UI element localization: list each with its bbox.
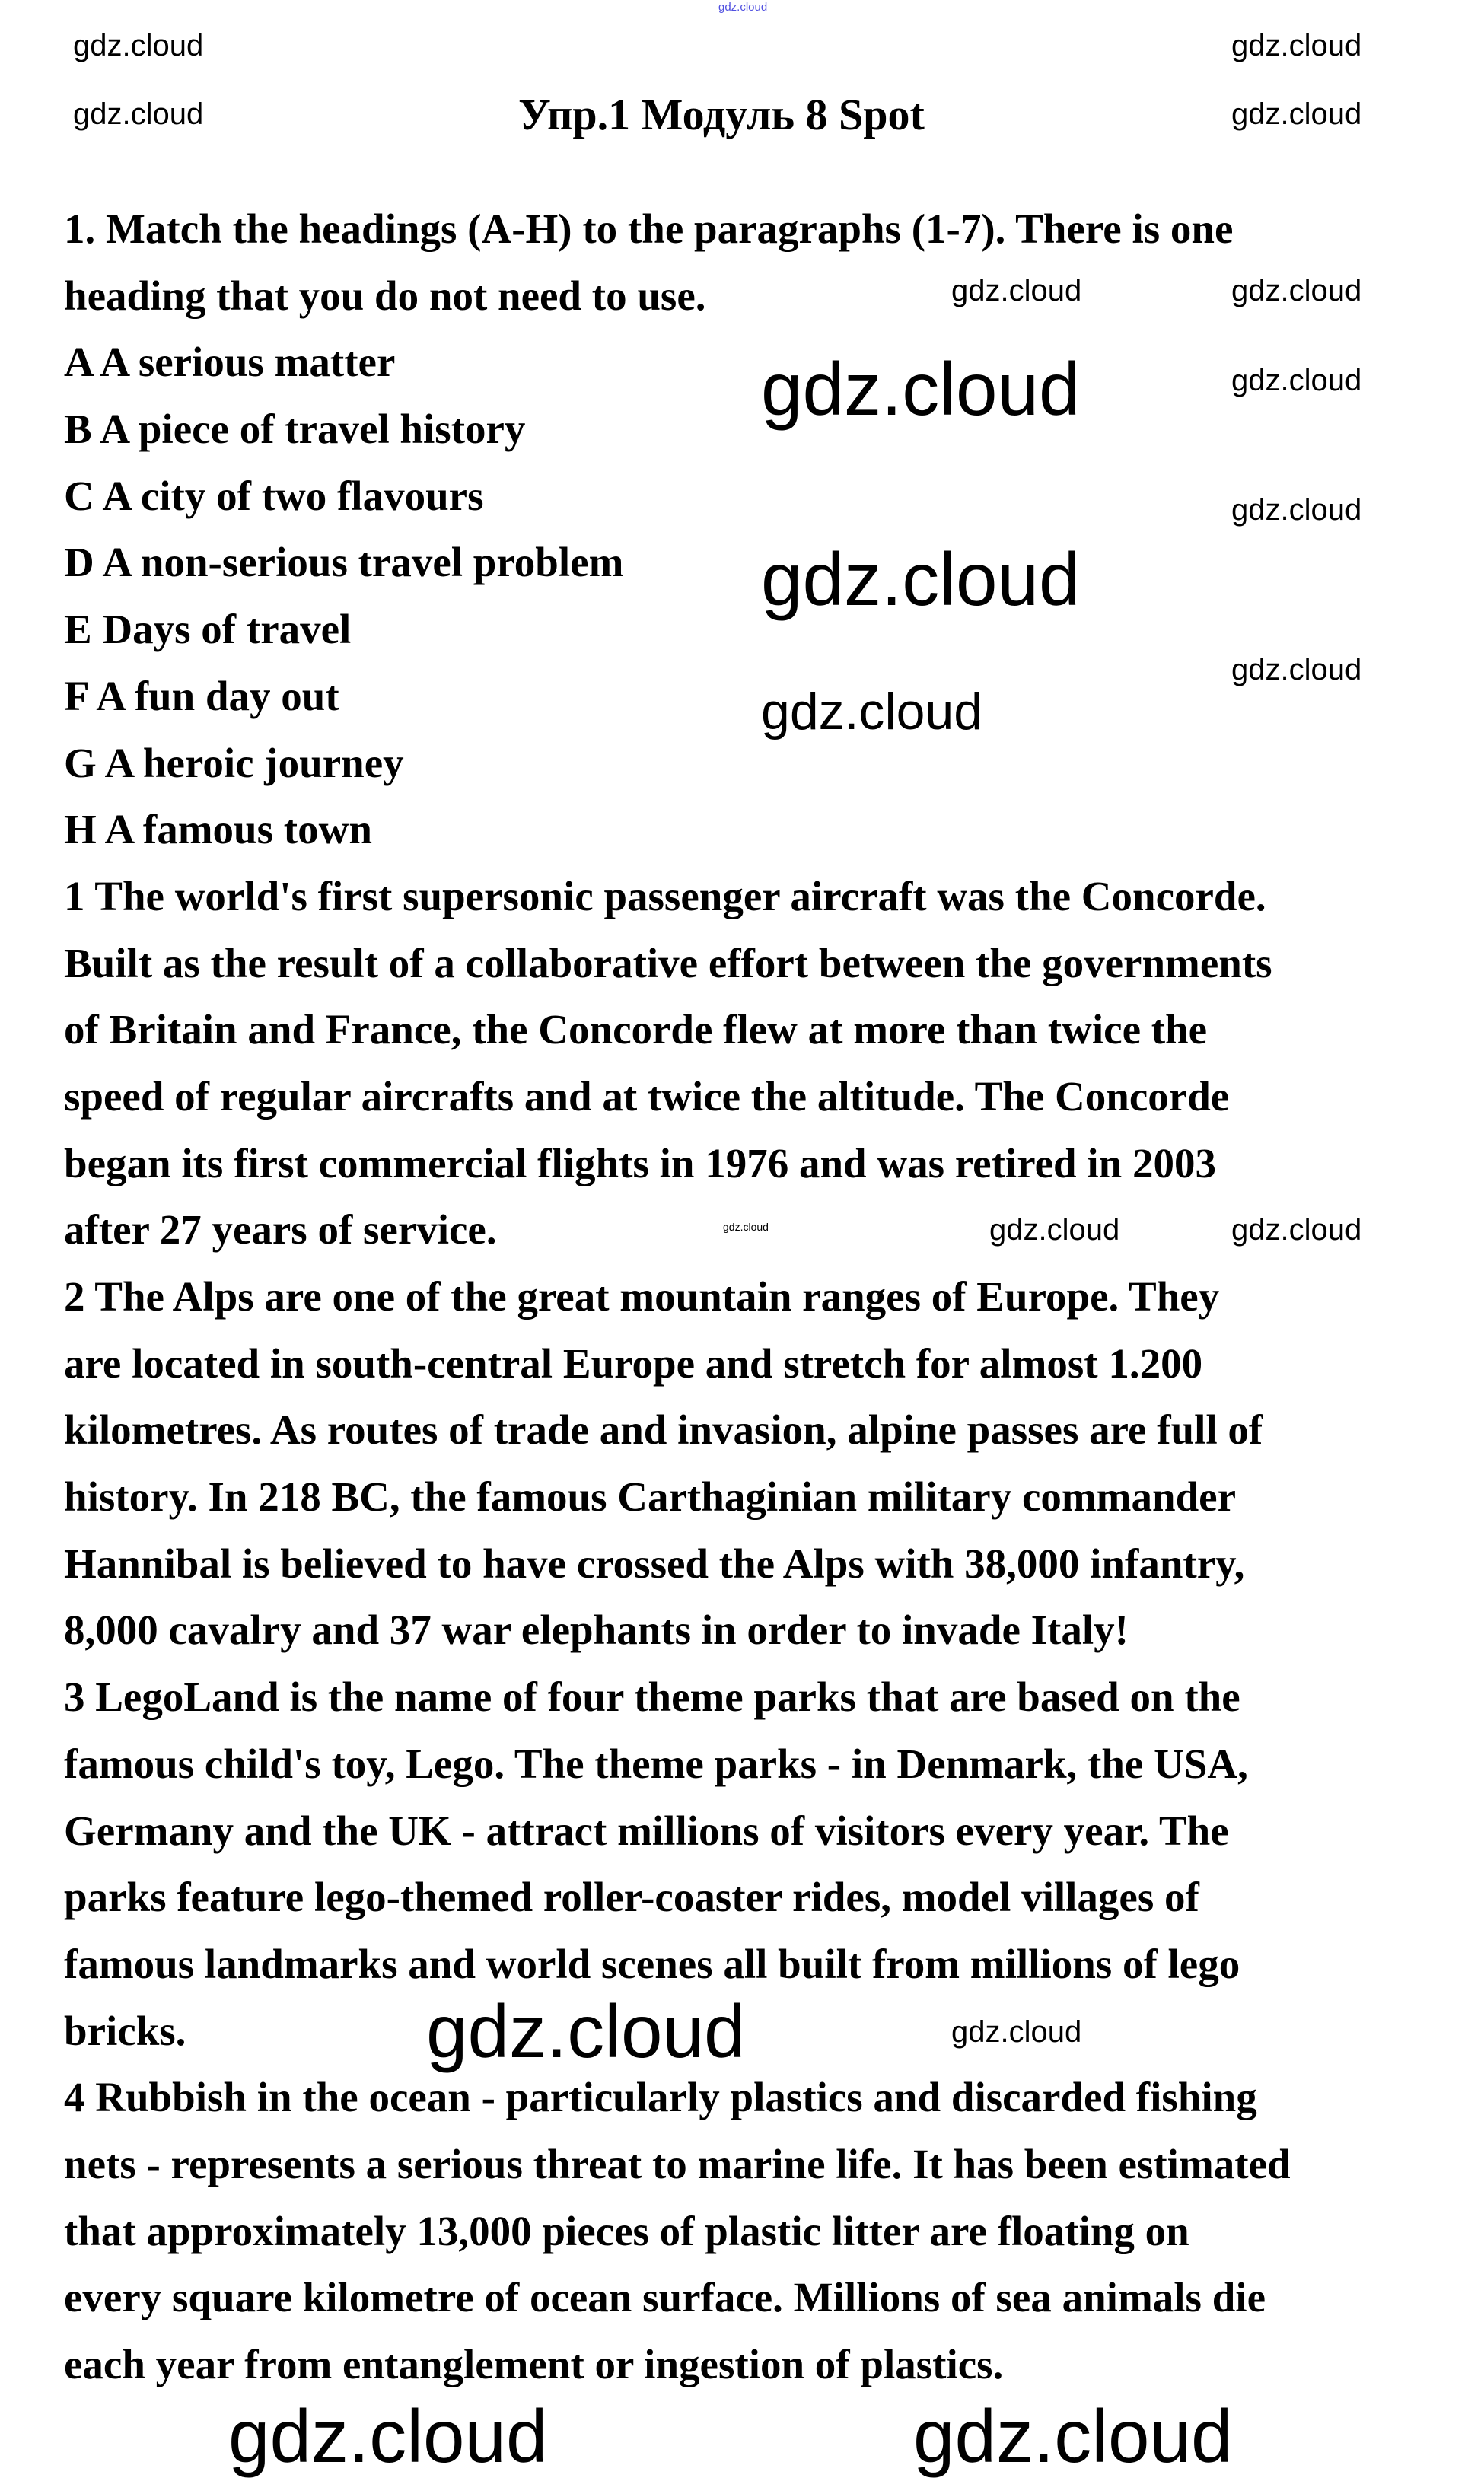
watermark: gdz.cloud [1231, 97, 1362, 131]
watermark: gdz.cloud [1231, 493, 1362, 527]
watermark: gdz.cloud [73, 29, 204, 62]
watermark: gdz.cloud [1231, 364, 1362, 397]
watermark: gdz.cloud [73, 97, 204, 131]
text-line: Built as the result of a collaborative effort between the governments [64, 939, 1272, 986]
text-line: after 27 years of service. [64, 1206, 497, 1253]
watermark: gdz.cloud [1231, 274, 1362, 307]
text-line: 8,000 cavalry and 37 war elephants in order to invade Italy! [64, 1607, 1129, 1654]
text-line: famous landmarks and world scenes all built from millions of lego [64, 1940, 1240, 1987]
text-line: A A serious matter [64, 339, 396, 386]
text-line: D A non-serious travel problem [64, 539, 624, 586]
watermark: gdz.cloud [1231, 1213, 1362, 1247]
text-line: 4 Rubbish in the ocean - particularly plastics and discarded fishing [64, 2074, 1257, 2121]
text-line: 3 LegoLand is the name of four theme parks that are based on the [64, 1674, 1240, 1721]
page-title: Упр.1 Модуль 8 Spot [518, 90, 925, 139]
text-line: are located in south-central Europe and stretch for almost 1.200 [64, 1339, 1203, 1387]
text-line: famous child's toy, Lego. The theme parks - in Denmark, the USA, [64, 1740, 1248, 1787]
text-line: C A city of two flavours [64, 472, 484, 519]
text-line: heading that you do not need to use. [64, 272, 706, 319]
text-line: H A famous town [64, 806, 372, 853]
text-line: 2 The Alps are one of the great mountain ranges of Europe. They [64, 1273, 1220, 1320]
watermark-large: gdz.cloud [761, 347, 1081, 431]
watermark: gdz.cloud [1231, 653, 1362, 686]
text-line: every square kilometre of ocean surface. Millions of sea animals die [64, 2274, 1266, 2321]
text-line: E Days of travel [64, 606, 352, 653]
text-line: each year from entanglement or ingestion of plastics. [64, 2341, 1004, 2387]
text-line: Hannibal is believed to have crossed the Alps with 38,000 infantry, [64, 1540, 1245, 1587]
watermark: gdz.cloud [951, 2015, 1082, 2049]
watermark-medium: gdz.cloud [761, 683, 983, 741]
text-line: B A piece of travel history [64, 406, 526, 453]
watermark: gdz.cloud [989, 1213, 1120, 1247]
watermark-top[interactable]: gdz.cloud [718, 1, 768, 14]
text-line: of Britain and France, the Concorde flew at more than twice the [64, 1006, 1208, 1053]
text-line: 1 The world's first supersonic passenger aircraft was the Concorde. [64, 872, 1266, 919]
watermark-tiny: gdz.cloud [723, 1221, 769, 1233]
watermark: gdz.cloud [1231, 29, 1362, 62]
watermark-large: gdz.cloud [228, 2394, 548, 2478]
text-line: nets - represents a serious threat to marine life. It has been estimated [64, 2140, 1291, 2187]
text-line: bricks. [64, 2007, 186, 2054]
text-line: kilometres. As routes of trade and invasion, alpine passes are full of [64, 1406, 1263, 1454]
text-line: speed of regular aircrafts and at twice the altitude. The Concorde [64, 1072, 1230, 1120]
watermark-large: gdz.cloud [426, 1989, 746, 2073]
text-line: began its first commercial flights in 1976 and was retired in 2003 [64, 1139, 1216, 1186]
text-line: history. In 218 BC, the famous Carthaginian military commander [64, 1473, 1236, 1521]
watermark-large: gdz.cloud [913, 2394, 1233, 2478]
text-line: that approximately 13,000 pieces of plastic litter are floating on [64, 2207, 1189, 2254]
text-line: 1. Match the headings (A-H) to the paragraphs (1-7). There is one [64, 205, 1234, 252]
watermark: gdz.cloud [951, 274, 1082, 307]
text-line: Germany and the UK - attract millions of visitors every year. The [64, 1807, 1229, 1854]
text-line: F A fun day out [64, 672, 339, 719]
text-line: G A heroic journey [64, 739, 404, 786]
text-line: parks feature lego-themed roller-coaster rides, model villages of [64, 1874, 1199, 1921]
watermark-large: gdz.cloud [761, 537, 1081, 621]
